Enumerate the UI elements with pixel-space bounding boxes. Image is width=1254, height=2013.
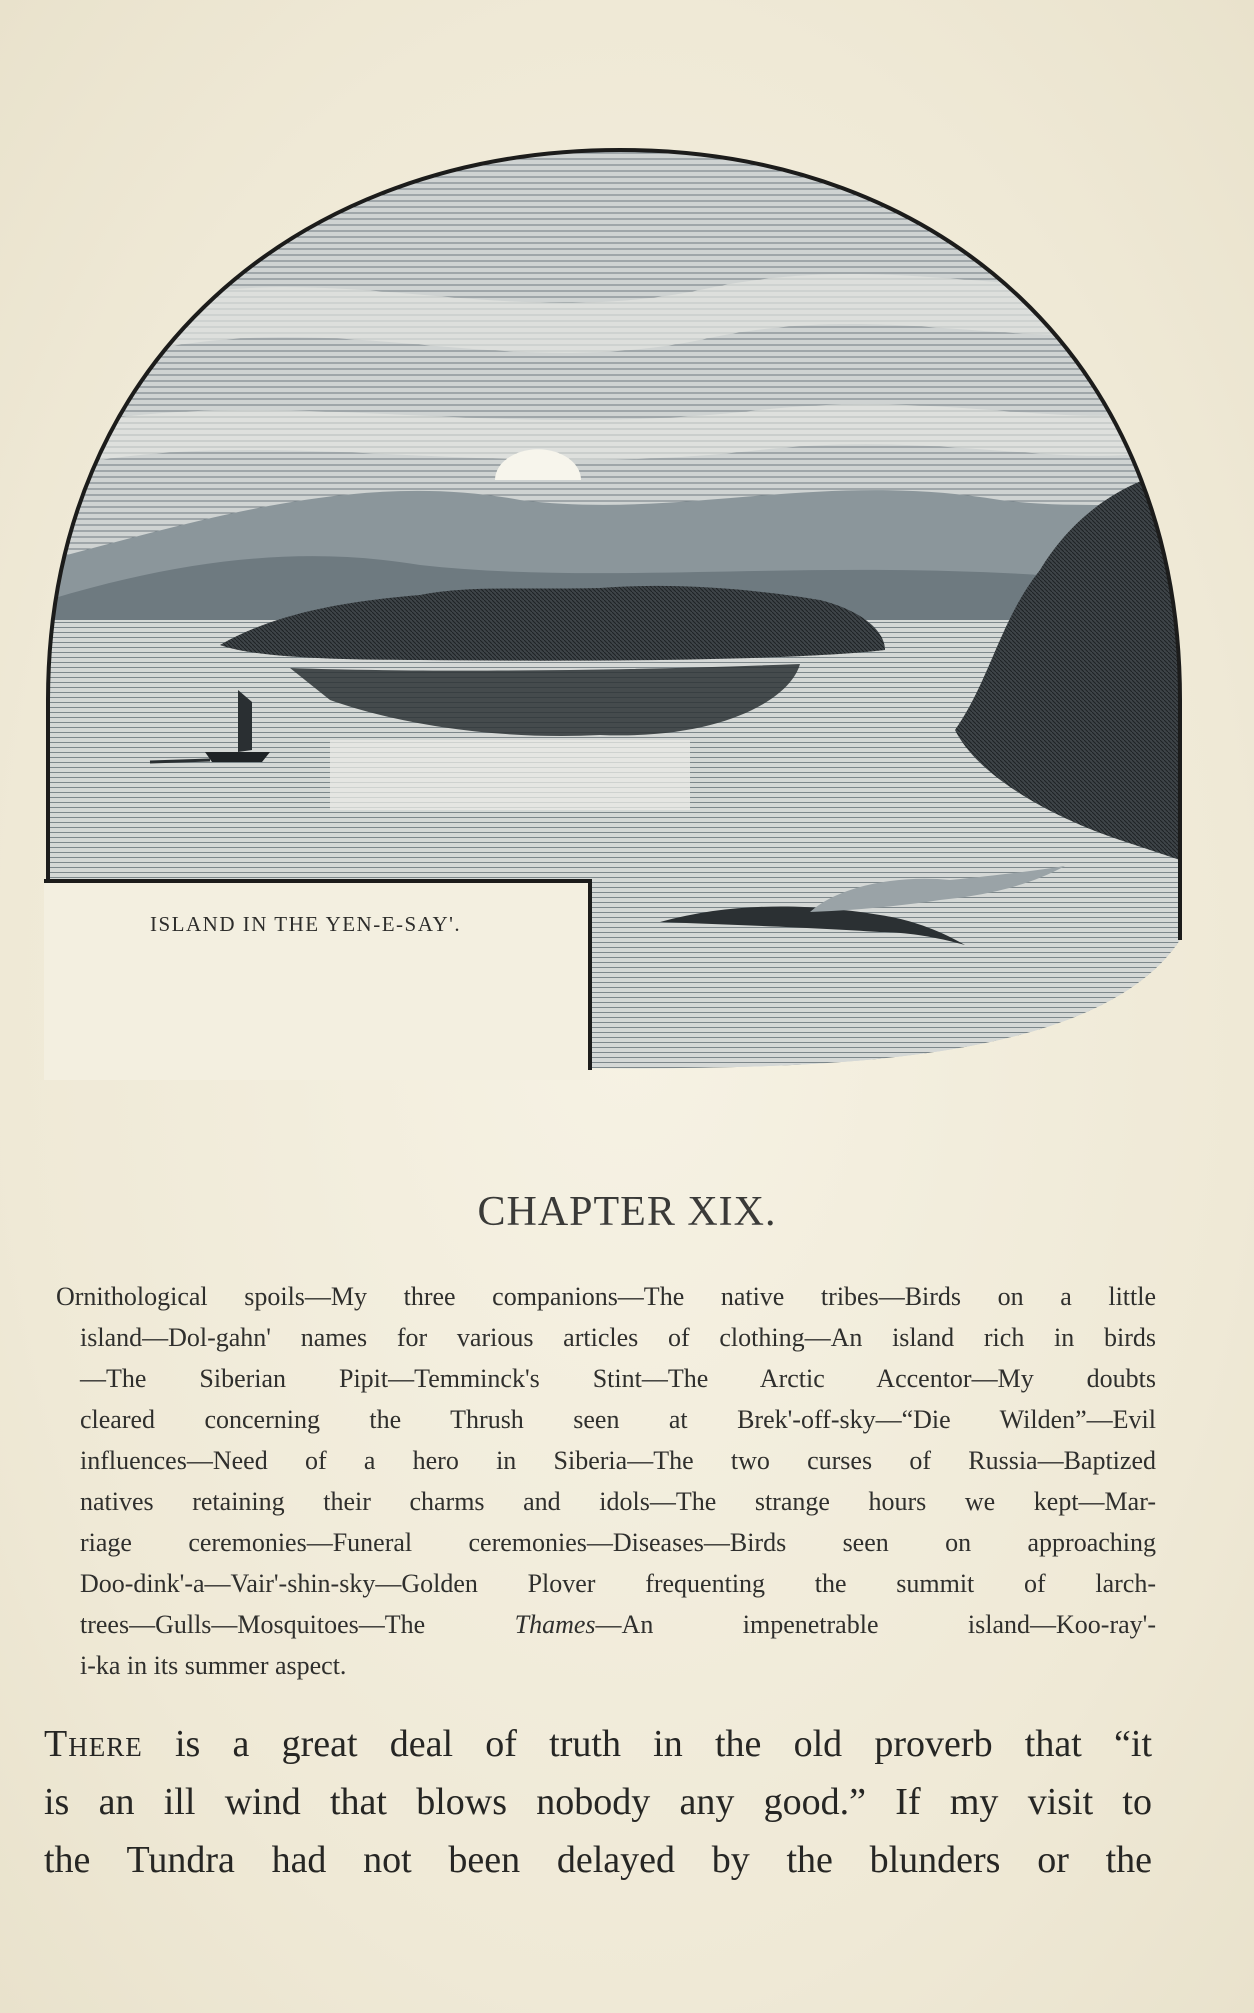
ship-name: Thames (514, 1610, 596, 1639)
drop-word: There (44, 1723, 143, 1765)
synopsis-line: i-ka in its summer aspect. (80, 1651, 347, 1680)
synopsis-line: natives retaining their charms and idols—The strange hours we kept—Mar- (80, 1487, 1156, 1516)
boat-shape (205, 752, 270, 762)
body-paragraph (44, 1715, 1152, 1889)
synopsis-line: cleared concerning the Thrush seen at Brek'-off-sky—“Die Wilden”—Evil (80, 1405, 1156, 1434)
synopsis-line: Ornithological spoils—My three companions—The native tribes—Birds on a little (56, 1282, 1156, 1311)
synopsis-line: riage ceremonies—Funeral ceremonies—Diseases—Birds seen on approaching (80, 1528, 1156, 1557)
illustration-caption: ISLAND IN THE YEN-E-SAY'. (150, 912, 462, 936)
synopsis-line: trees—Gulls—Mosquitoes—The Thames—An impenetrable island—Koo-ray'- (80, 1610, 1157, 1639)
body-line: is an ill wind that blows nobody any good.” If my visit to (44, 1781, 1152, 1823)
chapter-title: CHAPTER XIX. (477, 1189, 777, 1235)
body-line-rest: is a great deal of truth in the old proverb that “it (142, 1723, 1152, 1765)
chapter-synopsis (56, 1276, 1156, 1686)
synopsis-line: island—Dol-gahn' names for various articles of clothing—An island rich in birds (80, 1323, 1156, 1352)
body-line (44, 1715, 1152, 1773)
synopsis-line: —The Siberian Pipit—Temminck's Stint—The Arctic Accentor—My doubts (80, 1364, 1156, 1393)
synopsis-line: Doo-dink'-a—Vair'-shin-sky—Golden Plover frequenting the summit of larch- (80, 1569, 1156, 1598)
body-line: the Tundra had not been delayed by the blunders or the (44, 1839, 1152, 1881)
synopsis-line: influences—Need of a hero in Siberia—The two curses of Russia—Baptized (80, 1446, 1156, 1475)
